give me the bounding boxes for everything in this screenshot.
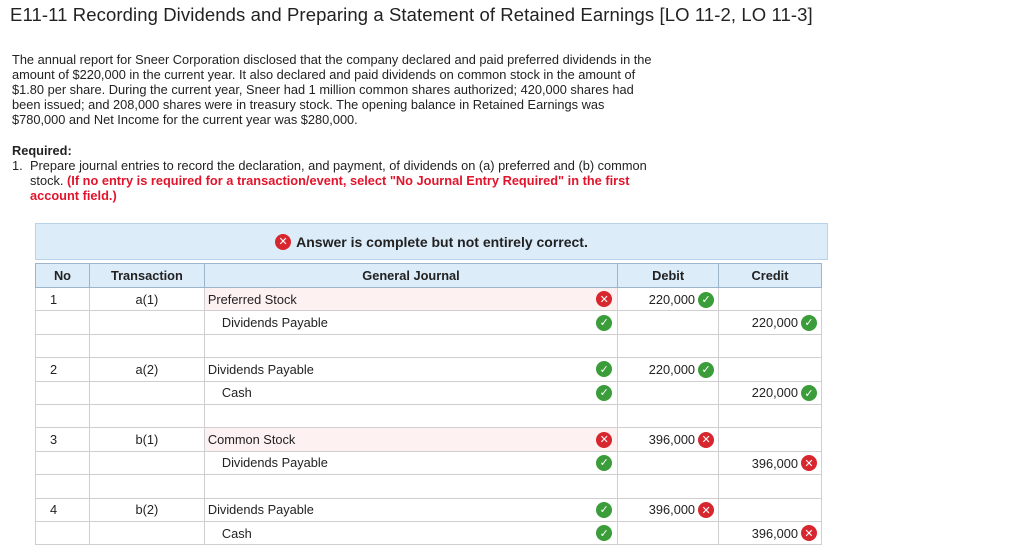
debit-field-value: 220,000 [648,362,696,378]
account-field[interactable] [204,404,617,427]
transaction-label [89,334,204,357]
spacer-row [36,404,822,427]
account-field[interactable] [204,311,617,334]
account-name: Dividends Payable [207,502,314,518]
debit-field[interactable] [618,311,719,334]
credit-field[interactable] [719,311,822,334]
credit-field[interactable] [719,451,822,474]
debit-field-value: 396,000 [648,502,696,518]
credit-field-value: 396,000 [751,455,798,471]
credit-field-value: 396,000 [751,525,798,541]
debit-field-value: 396,000 [648,432,696,448]
entry-number: 1 [36,288,90,311]
credit-field-value: 220,000 [751,315,798,331]
check-icon: ✓ [596,385,612,401]
journal-header-row [36,264,822,288]
journal-row [36,288,822,311]
credit-field-value: 220,000 [751,385,798,401]
x-icon: ✕ [275,234,291,250]
account-field[interactable] [204,475,617,498]
journal-row [36,498,822,521]
header-general-journal: General Journal [204,264,617,288]
account-name: Dividends Payable [221,455,328,471]
journal-row [36,358,822,381]
account-name: Dividends Payable [221,315,328,331]
header-debit: Debit [618,264,719,288]
header-transaction: Transaction [89,264,204,288]
transaction-label: a(1) [89,288,204,311]
account-field[interactable] [204,334,617,357]
credit-field[interactable] [719,521,822,544]
entry-number [36,475,90,498]
debit-field[interactable] [618,498,719,521]
account-field[interactable] [204,451,617,474]
account-name: Common Stock [207,432,296,448]
account-name: Cash [221,385,252,401]
entry-number: 3 [36,428,90,451]
required-note: (If no entry is required for a transaction/event, select "No Journal Entry Required" in the first account field.) [30,173,630,203]
required-number: 1. [12,158,23,173]
account-field[interactable] [204,381,617,404]
entry-number [36,381,90,404]
account-field[interactable] [204,521,617,544]
check-icon: ✓ [596,455,612,471]
account-name: Cash [221,525,252,541]
check-icon: ✓ [596,315,612,331]
account-field[interactable] [204,358,617,381]
journal-row [36,428,822,451]
header-no: No [36,264,90,288]
entry-number [36,334,90,357]
check-icon: ✓ [801,315,817,331]
credit-field[interactable] [719,475,822,498]
spacer-row [36,334,822,357]
debit-field-value: 220,000 [648,292,696,307]
credit-field[interactable] [719,381,822,404]
journal-table [35,263,822,545]
transaction-label [89,521,204,544]
credit-field[interactable] [719,334,822,357]
debit-field[interactable] [618,475,719,498]
transaction-label [89,404,204,427]
check-icon: ✓ [698,362,714,378]
debit-field[interactable] [618,404,719,427]
entry-number [36,521,90,544]
transaction-label: b(2) [89,498,204,521]
transaction-label [89,311,204,334]
check-icon: ✓ [596,361,612,377]
entry-number [36,311,90,334]
x-icon: ✕ [698,432,714,448]
credit-field[interactable] [719,428,822,451]
required-text-block [12,158,652,203]
credit-field[interactable] [719,358,822,381]
check-icon: ✓ [596,502,612,518]
transaction-label [89,451,204,474]
x-icon: ✕ [801,455,817,471]
journal-row [36,451,822,474]
required-heading: Required: [12,143,72,158]
x-icon: ✕ [698,502,714,518]
journal-row [36,381,822,404]
credit-field[interactable] [719,498,822,521]
debit-field[interactable] [618,428,719,451]
debit-field[interactable] [618,521,719,544]
account-name: Preferred Stock [207,291,297,307]
x-icon: ✕ [801,525,817,541]
banner-text: Answer is complete but not entirely correct. [296,233,588,250]
required-text: Prepare journal entries to record the declaration, and payment, of dividends on (a) preferred and (b) common stock. [30,158,647,188]
header-credit: Credit [719,264,822,288]
journal-row [36,521,822,544]
entry-number [36,404,90,427]
problem-description: The annual report for Sneer Corporation disclosed that the company declared and paid preferred dividends in the amount of $220,000 in the current year. It also declared and paid dividends on common stock in the amount of $1.80 per share. During the current year, Sneer had 1 million common shares authorized; 420,000 shares had been issued; and 208,000 shares were in treasury stock. The opening balance in Retained Earnings was $780,000 and Net Income for the current year was $280,000. [12,52,652,127]
debit-field[interactable] [618,358,719,381]
transaction-label: b(1) [89,428,204,451]
journal-row [36,311,822,334]
transaction-label [89,381,204,404]
account-field[interactable] [204,498,617,521]
check-icon: ✓ [698,292,714,308]
entry-number [36,451,90,474]
answer-status-banner [35,223,828,260]
check-icon: ✓ [596,525,612,541]
transaction-label: a(2) [89,358,204,381]
transaction-label [89,475,204,498]
check-icon: ✓ [801,385,817,401]
page-title: E11-11 Recording Dividends and Preparing a Statement of Retained Earnings [LO 11-2, LO 11-3] [10,4,813,25]
journal-body [36,288,822,545]
entry-number: 2 [36,358,90,381]
spacer-row [36,475,822,498]
account-name: Dividends Payable [207,361,314,377]
account-field[interactable] [204,428,617,451]
account-field[interactable] [204,288,617,311]
credit-field[interactable] [719,404,822,427]
debit-field[interactable] [618,334,719,357]
debit-field[interactable] [618,381,719,404]
debit-field[interactable] [618,451,719,474]
entry-number: 4 [36,498,90,521]
credit-field[interactable] [719,288,822,311]
debit-field[interactable] [618,288,719,311]
required-item [12,158,652,203]
x-icon: ✕ [596,291,612,307]
x-icon: ✕ [596,432,612,448]
